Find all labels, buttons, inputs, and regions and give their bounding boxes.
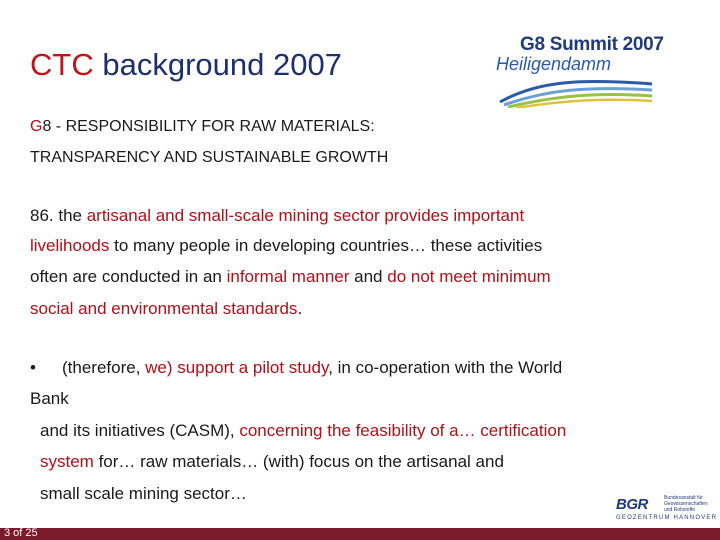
bullet-highlight: system [40, 452, 94, 471]
para-highlight: artisanal and small-scale mining sector provides important [86, 206, 525, 225]
bullet-text: for… raw materials… (with) focus on the artisanal and [93, 452, 504, 471]
title-rest: background 2007 [102, 47, 342, 82]
bgr-sub-line: Bundesanstalt für [664, 495, 703, 501]
bgr-sub-line: Geowissenschaften [664, 501, 708, 507]
para-text: to many people in developing countries… these activities [109, 236, 543, 255]
slide-title [30, 46, 342, 84]
para-text: 86. the [30, 206, 87, 225]
heading-line1-text: 8 - RESPONSIBILITY FOR RAW MATERIALS: [42, 118, 375, 135]
g8-summit-logo [496, 30, 664, 110]
bgr-sub-line: und Rohstoffe [664, 507, 696, 513]
bullet-line3 [40, 421, 566, 441]
bullet-line5: small scale mining sector… [40, 484, 247, 503]
para-line1 [30, 206, 524, 226]
para-highlight: social and environmental standards [30, 299, 298, 318]
logo-waves-icon [496, 72, 656, 108]
bullet-text: , in co-operation with the World [328, 358, 563, 377]
title-ctc: CTC [30, 47, 94, 82]
bullet-highlight: concerning the feasibility of a… certification [239, 421, 567, 440]
bullet-line2: Bank [30, 389, 69, 408]
bullet-text: and its initiatives (CASM), [40, 421, 240, 440]
para-highlight: do not meet minimum [387, 267, 551, 286]
para-line3 [30, 267, 551, 287]
page-number: 3 of 25 [4, 527, 38, 539]
logo-line1: G8 Summit 2007 [520, 34, 664, 55]
para-text: . [297, 299, 303, 318]
bullet-highlight: we) [145, 358, 173, 377]
bullet-line4 [40, 452, 504, 472]
heading-g: G [30, 118, 43, 135]
bgr-mark: BGR [616, 496, 648, 513]
heading-line2: TRANSPARENCY AND SUSTAINABLE GROWTH [30, 149, 389, 166]
logo-line2: Heiligendamm [496, 54, 612, 74]
para-line2 [30, 236, 542, 256]
para-text: often are conducted in an [30, 267, 227, 286]
bgr-logo [612, 494, 720, 528]
para-text: and [349, 267, 388, 286]
para-highlight: informal manner [226, 267, 350, 286]
bullet-text: (therefore, [62, 358, 146, 377]
footer-bar [0, 528, 720, 540]
para-highlight: livelihoods [30, 236, 110, 255]
bullet-highlight: support a pilot study [177, 358, 329, 377]
heading-line1 [30, 118, 375, 136]
para-line4 [30, 299, 302, 319]
bgr-geozentrum: GEOZENTRUM HANNOVER [616, 515, 718, 521]
bgr-subtitle [664, 495, 718, 513]
bullet-icon: • [30, 358, 36, 377]
bullet-line1 [30, 358, 562, 378]
